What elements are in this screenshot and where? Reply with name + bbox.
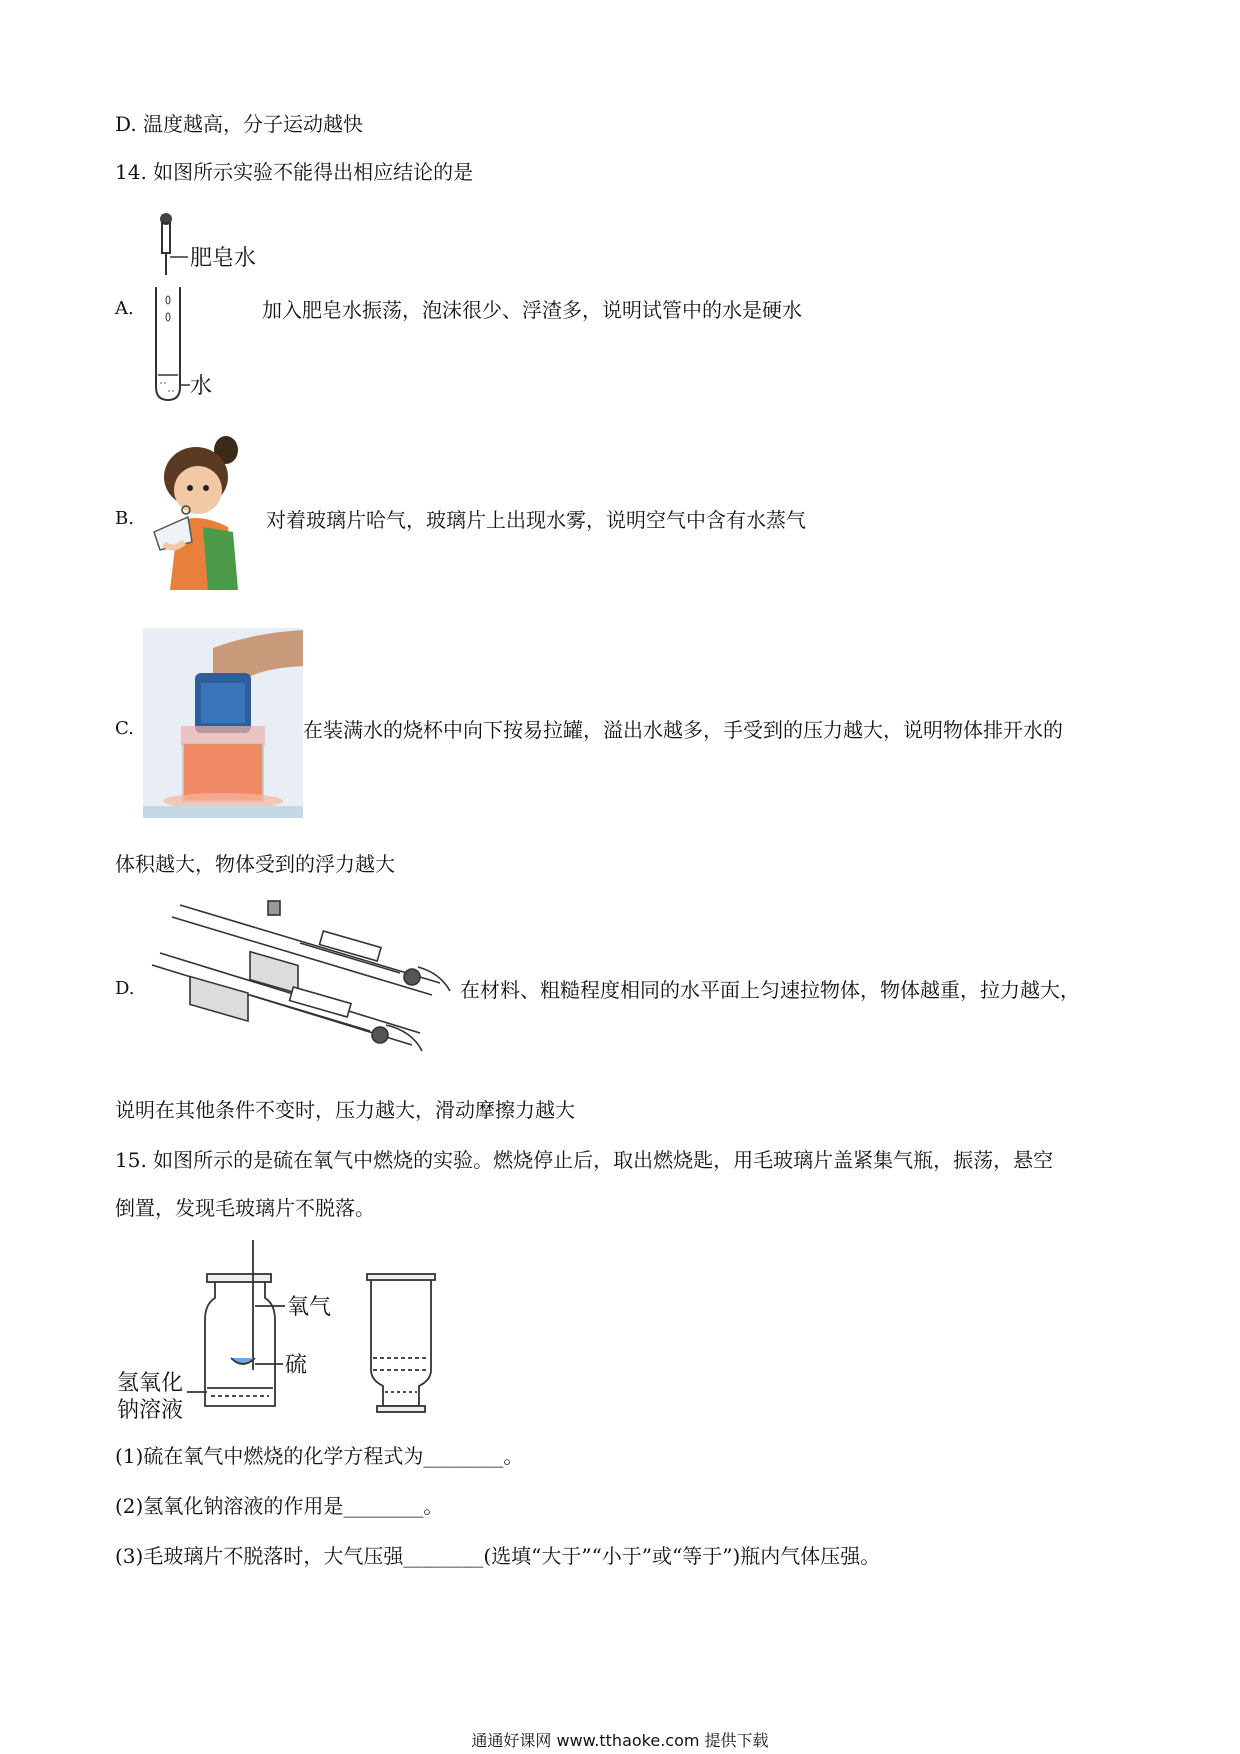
friction-experiment-figure	[150, 895, 460, 1065]
q14-c-text-1: 在装满水的烧杯中向下按易拉罐，溢出水越多，手受到的压力越大，说明物体排开水的	[303, 718, 1063, 742]
q14-d-label: D.	[115, 978, 135, 999]
q13-option-d: D. 温度越高，分子运动越快	[115, 112, 364, 136]
q15-stem-2: 倒置，发现毛玻璃片不脱落。	[115, 1196, 375, 1220]
can-in-beaker-photo	[143, 628, 303, 818]
sulfur-combustion-figure	[115, 1240, 475, 1420]
q14-b-label: B.	[115, 508, 134, 529]
label-water: 水	[190, 374, 213, 399]
q15-sub1: (1)硫在氧气中燃烧的化学方程式为________。	[115, 1444, 524, 1468]
label-naoh-2: 钠溶液	[117, 1398, 184, 1420]
q14-c-text-2: 体积越大，物体受到的浮力越大	[115, 852, 395, 876]
q14-d-text-1: 在材料、粗糙程度相同的水平面上匀速拉物体，物体越重，拉力越大，	[460, 978, 1080, 1002]
q14-b-text: 对着玻璃片哈气，玻璃片上出现水雾，说明空气中含有水蒸气	[266, 508, 806, 532]
label-oxygen: 氧气	[287, 1295, 332, 1320]
test-tube-figure	[140, 205, 270, 405]
q14-a-label: A.	[115, 298, 134, 319]
q15-stem-1: 15. 如图所示的是硫在氧气中燃烧的实验。燃烧停止后，取出燃烧匙，用毛玻璃片盖紧集气瓶，振荡，悬空	[115, 1148, 1054, 1172]
q14-c-label: C.	[115, 718, 134, 739]
girl-breathing-figure	[148, 432, 258, 592]
q15-sub2: (2)氢氧化钠溶液的作用是________。	[115, 1494, 444, 1518]
q14-d-text-2: 说明在其他条件不变时，压力越大，滑动摩擦力越大	[115, 1098, 575, 1122]
q14-stem: 14. 如图所示实验不能得出相应结论的是	[115, 160, 474, 184]
label-soap-water: 肥皂水	[190, 246, 257, 271]
page-footer: 通通好课网 www.tthaoke.com 提供下载	[471, 1731, 769, 1750]
label-naoh-1: 氢氧化	[117, 1371, 184, 1396]
label-sulfur: 硫	[285, 1353, 308, 1378]
q14-a-text: 加入肥皂水振荡，泡沫很少、浮渣多，说明试管中的水是硬水	[262, 298, 802, 322]
q15-sub3: (3)毛玻璃片不脱落时，大气压强________(选填“大于”“小于”或“等于”)瓶内气体压强。	[115, 1544, 881, 1568]
